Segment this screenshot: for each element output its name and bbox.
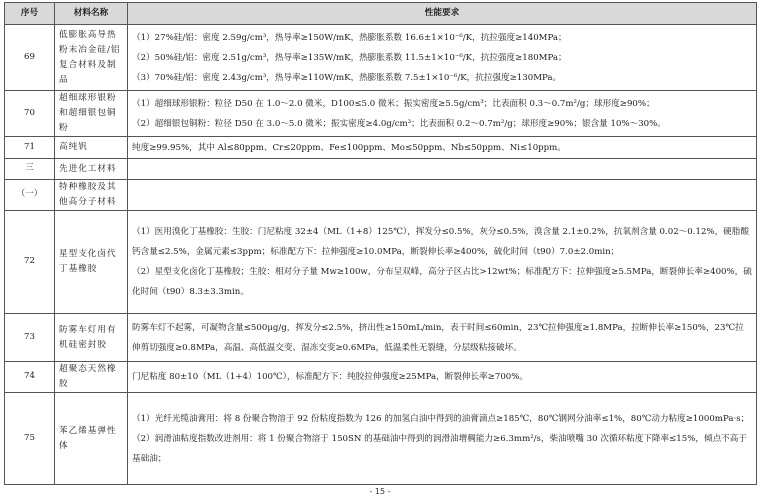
table-row <box>5 362 757 393</box>
table-header-row <box>5 3 757 25</box>
requirements-cell <box>128 137 757 159</box>
requirements-cell <box>128 180 757 211</box>
requirement-line: （2）50%硅/铝：密度 2.51g/cm³，热导率≥135W/mK，热膨胀系数 11.5±1×10⁻⁶/K，抗拉强度≥180MPa； <box>132 52 567 63</box>
requirement-line: （3）70%硅/铝：密度 2.43g/cm³，热导率≥110W/mK，热膨胀系数 7.5±1×10⁻⁶/K，抗拉强度≥130MPa。 <box>132 72 562 83</box>
requirements-cell <box>128 314 757 362</box>
requirements-cell <box>128 211 757 314</box>
requirements-cell <box>128 362 757 393</box>
table-row <box>5 91 757 137</box>
row-number: 74 <box>5 362 55 393</box>
requirements-cell <box>128 91 757 137</box>
material-name: 防雾车灯用有机硅密封胶 <box>55 314 128 362</box>
material-name: 高纯钒 <box>55 137 128 159</box>
requirement-line: （1）医用溴化丁基橡胶：生胶：门尼粘度 32±4（ML（1+8）125℃），挥发分≤0.5%，灰分≤0.5%，溴含量 2.1±0.2%，抗氧剂含量 0.02～0.12%，硬脂酸钙含量≤2.5%，金属元素≤3ppm；标准配方下：拉伸强度≥10.0MPa，断裂伸长率≥400%，硫化时间（t90）7.0±2.0min； <box>132 227 749 257</box>
table-row <box>5 393 757 485</box>
row-number: 73 <box>5 314 55 362</box>
requirement-line: 防雾车灯不起雾，可凝物含量≤500μg/g，挥发分≤2.5%，挤出性≥150mL/min，表干时间≤60min，23℃拉伸强度≥1.8MPa，拉断伸长率≥150%，23℃拉伸剪切强度≥0.8MPa，高温、高低温交变、湿冻交变≥0.6MPa，低温柔性无裂缝，分层级粘接破坏。 <box>132 322 744 353</box>
requirement-line: （1）超细球形银粉：粒径 D50 在 1.0～2.0 微米，D100≤5.0 微米；振实密度≥5.5g/cm³；比表面积 0.3～0.7m²/g；球形度≥90%； <box>132 98 655 109</box>
row-number: 72 <box>5 211 55 314</box>
header-name: 材料名称 <box>55 3 128 25</box>
requirement-line: （1）27%硅/铝：密度 2.59g/cm³，热导率≥150W/mK，热膨胀系数 16.6±1×10⁻⁶/K，抗拉强度≥140MPa； <box>132 32 567 43</box>
table-row <box>5 137 757 159</box>
requirement-line: （2）星型支化卤化丁基橡胶；生胶：相对分子量 Mw≥100w，分布呈双峰，高分子区占比>12wt%；标准配方下：拉伸强度≥5.5MPa，断裂伸长率≥400%，硫化时间（t90）8.3±3.3min。 <box>132 267 752 297</box>
requirement-line: 纯度≥99.95%，其中 Al≤80ppm、Cr≤20ppm、Fe≤100ppm、Mo≤50ppm、Nb≤50ppm、Ni≤10ppm。 <box>132 142 566 153</box>
requirement-line: （1）光纤光缆油膏用：将 8 份聚合物溶于 92 份粘度指数为 126 的加氢白油中得到的油膏滴点≥185℃，80℃钢网分油率≤1%，80℃动力粘度≥1000mPa·s； <box>132 413 750 424</box>
requirement-line: （2）超细银包铜粉：粒径 D50 在 3.0～5.0 微米；振实密度≥4.0g/cm³；比表面积 0.2～0.7m²/g；球形度≥90%；银含量 10%～30%。 <box>132 118 666 129</box>
section-title: 先进化工材料 <box>55 159 128 180</box>
material-name: 星型支化卤代丁基橡胶 <box>55 211 128 314</box>
material-name: 苯乙烯基弹性体 <box>55 393 128 485</box>
requirements-cell <box>128 393 757 485</box>
table-row <box>5 211 757 314</box>
section-row <box>5 180 757 211</box>
requirement-line: （2）润滑油粘度指数改进剂用：将 1 份聚合物溶于 150SN 的基础油中得到的润滑油增稠能力≥6.3mm²/s，柴油喷嘴 30 次循环粘度下降率≤15%，倾点不高于基础油； <box>132 433 747 464</box>
requirements-cell <box>128 159 757 180</box>
material-name: 超细球形银粉和超细银包铜粉 <box>55 91 128 137</box>
row-number: 75 <box>5 393 55 485</box>
materials-table <box>4 2 757 485</box>
section-number: （一） <box>5 180 55 211</box>
header-no: 序号 <box>5 3 55 25</box>
requirement-line: 门尼粘度 80±10（ML（1+4）100℃），标准配方下：纯胶拉伸强度≥25MPa，断裂伸长率≥700%。 <box>132 372 529 382</box>
row-number: 70 <box>5 91 55 137</box>
section-number: 三 <box>5 159 55 180</box>
row-number: 69 <box>5 25 55 91</box>
section-row <box>5 159 757 180</box>
table-row <box>5 314 757 362</box>
material-name: 超聚态天然橡胶 <box>55 362 128 393</box>
section-title: 特种橡胶及其他高分子材料 <box>55 180 128 211</box>
table-row <box>5 25 757 91</box>
header-requirements: 性能要求 <box>128 3 757 25</box>
material-name: 低膨胀高导热粉末冶金硅/铝复合材料及制品 <box>55 25 128 91</box>
page-number: - 15 - <box>369 487 391 496</box>
requirements-cell <box>128 25 757 91</box>
row-number: 71 <box>5 137 55 159</box>
